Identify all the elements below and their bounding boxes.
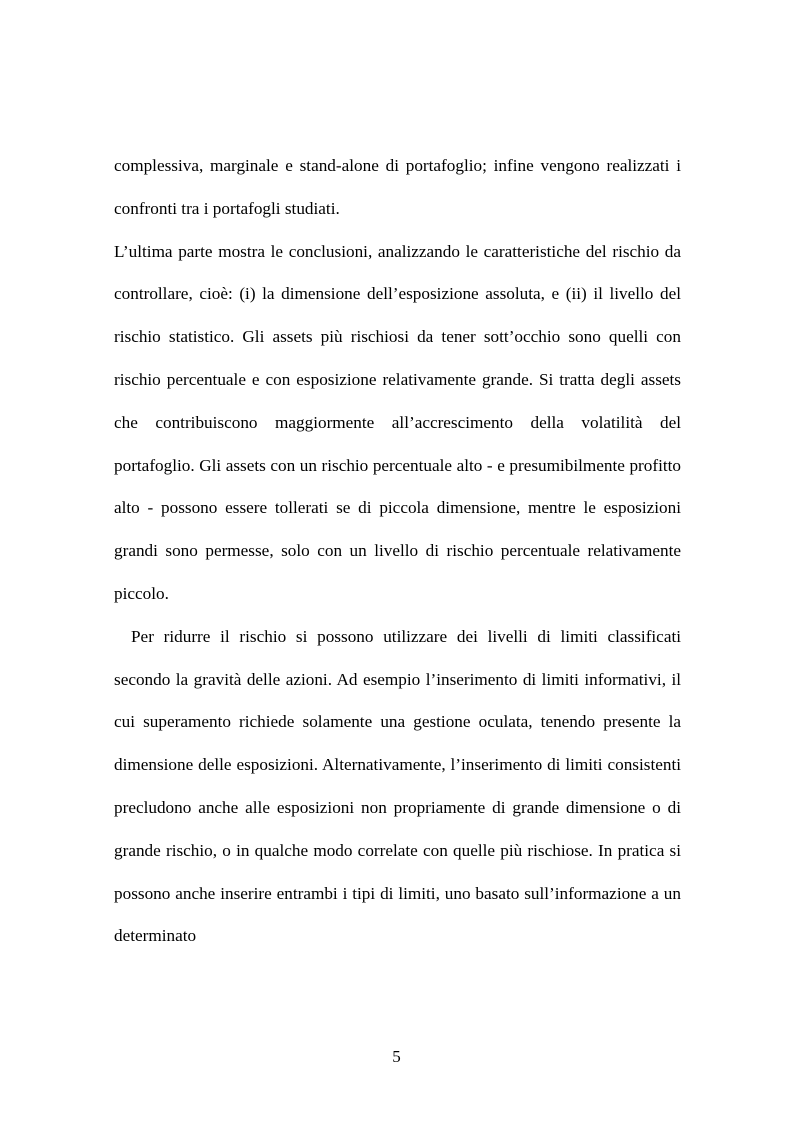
paragraph-risk-limits: Per ridurre il rischio si possono utilizzare dei livelli di limiti classificati secondo la gravità delle azioni. Ad esempio l’inserimento di limiti informativi, il cui superamento richiede solamente una gestione oculata, tenendo presente la dimensione delle esposizioni. Alternativamente, l’inserimento di limiti consistenti precludono anche alle esposizioni non propriamente di grande dimensione o di grande rischio, o in qualche modo correlate con quelle più rischiose. In pratica si possono anche inserire entrambi i tipi di limiti, uno basato sull’informazione a un determinato [114, 626, 681, 946]
paragraph-conclusions: L’ultima parte mostra le conclusioni, analizzando le caratteristiche del rischio da controllare, cioè: (i) la dimensione dell’esposizione assoluta, e (ii) il livello del rischio statistico. Gli assets più rischiosi da tener sott’occhio sono quelli con rischio percentuale e con esposizione relativamente grande. Si tratta degli assets che contribuiscono maggiormente all’accrescimento della volatilità del portafoglio. Gli assets con un rischio percentuale alto - e presumibilmente profitto alto - possono essere tollerati se di piccola dimensione, mentre le esposizioni grandi sono permesse, solo con un livello di rischio percentuale relativamente piccolo. [114, 241, 681, 603]
body-text [114, 145, 681, 958]
page-number: 5 [392, 1047, 401, 1066]
paragraph-continuation: complessiva, marginale e stand-alone di portafoglio; infine vengono realizzati i confronti tra i portafogli studiati. [114, 156, 681, 218]
